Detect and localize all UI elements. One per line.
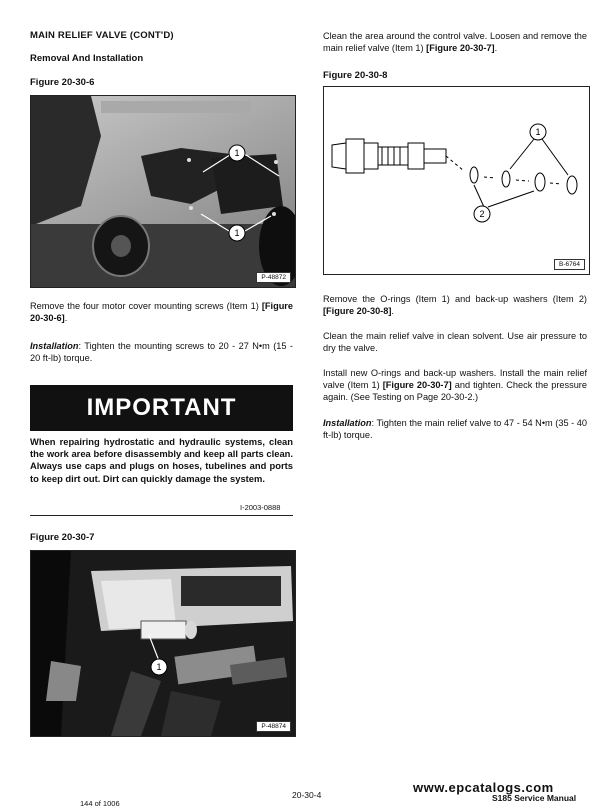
remove-orings-paragraph: Remove the O-rings (Item 1) and back-up washers (Item 2) [Figure 20-30-8]. [323, 294, 587, 316]
callout-1-bottom: 1 [234, 228, 240, 238]
section-subheading: Removal And Installation [30, 53, 144, 64]
motor-cover-illustration [31, 96, 295, 287]
figure-20-30-8-drawing [323, 86, 590, 275]
control-valve-illustration [31, 551, 295, 736]
callout-2: 2 [479, 209, 485, 219]
remove-screws-paragraph: Remove the four motor cover mounting screws (Item 1) [Figure 20-30-6]. [30, 301, 293, 323]
figure-20-30-6-photo [30, 95, 296, 288]
watermark: www.epcatalogs.com [413, 780, 554, 795]
important-text: When repairing hydrostatic and hydraulic systems, clean the work area before disassembly and keep all parts clean. Always use caps and plugs on hoses, tubelines and ports to keep dirt out. Dirt can quickly damage the system. [30, 436, 293, 484]
figure-20-30-7-photo [30, 550, 296, 737]
figure-code: P-48872 [256, 272, 291, 283]
manual-title: S185 Service Manual [492, 793, 577, 803]
divider [30, 515, 293, 516]
section-heading: MAIN RELIEF VALVE (CONT'D) [30, 30, 174, 41]
callout-1: 1 [535, 127, 541, 137]
clean-area-paragraph: Clean the area around the control valve. Loosen and remove the main relief valve (Item 1) [Figure 20-30-7]. [323, 31, 587, 53]
page-count: 144 of 1006 [80, 799, 120, 808]
figure-20-30-6-label: Figure 20-30-6 [30, 77, 95, 88]
figure-20-30-7-label: Figure 20-30-7 [30, 532, 95, 543]
relief-valve-drawing [324, 87, 589, 274]
figure-code: P-48874 [256, 721, 291, 732]
installation-note-2: Installation: Tighten the main relief valve to 47 - 54 N•m (35 - 40 ft-lb) torque. [323, 418, 587, 440]
callout-1-top: 1 [234, 148, 240, 158]
figure-code: B-6764 [554, 259, 585, 270]
figure-20-30-8-label: Figure 20-30-8 [323, 70, 388, 81]
install-orings-paragraph: Install new O-rings and back-up washers. Install the main relief valve (Item 1) [Figure 20-30-7] and tighten. Check the pressure again. (See Testing on Page 20-30-2.) [323, 368, 587, 402]
callout-1: 1 [156, 662, 162, 672]
important-code: I-2003-0888 [240, 503, 281, 512]
important-banner: IMPORTANT [30, 385, 293, 431]
page-number: 20-30-4 [292, 790, 322, 800]
clean-valve-paragraph: Clean the main relief valve in clean solvent. Use air pressure to dry the valve. [323, 331, 587, 353]
installation-note-1: Installation: Tighten the mounting screws to 20 - 27 N•m (15 - 20 ft-lb) torque. [30, 341, 293, 363]
